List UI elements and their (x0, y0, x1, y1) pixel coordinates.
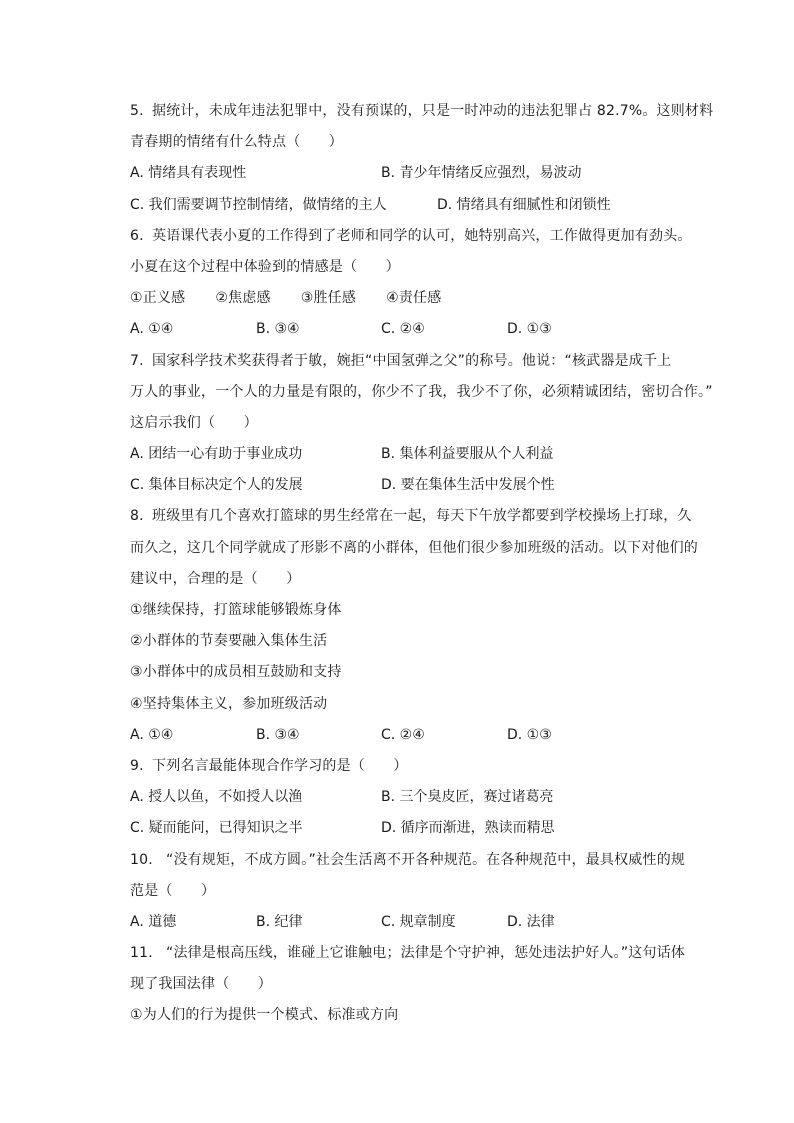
option-a[interactable]: A. 授人以鱼，不如授人以渔 (130, 789, 303, 806)
question-number: 9. (130, 757, 144, 774)
question-number: 10. (130, 851, 153, 868)
option-c[interactable]: C. 规章制度 (381, 913, 456, 930)
option-row (130, 314, 730, 345)
question-7 (130, 346, 730, 502)
option-a[interactable]: A. 情绪具有表现性 (130, 165, 247, 182)
statement-item: ②小群体的节奏要融入集体生活 (130, 633, 328, 650)
question-11 (130, 938, 730, 1032)
option-row (130, 439, 730, 470)
option-row (130, 782, 730, 813)
option-d[interactable]: D. 要在集体生活中发展个性 (381, 477, 555, 494)
option-a[interactable]: A. ①④ (130, 321, 174, 338)
option-b[interactable]: B. ③④ (256, 321, 300, 338)
statement-item: ④坚持集体主义，参加班级活动 (130, 695, 328, 712)
exam-page (130, 96, 730, 1032)
option-b[interactable]: B. ③④ (256, 726, 300, 743)
question-9 (130, 751, 730, 845)
statement-item: ③小群体中的成员相互鼓励和支持 (130, 664, 342, 681)
question-text: 据统计，未成年违法犯罪中，没有预谋的，只是一时冲动的违法犯罪占 82.7%。这则材料 (152, 103, 714, 119)
question-number: 6. (130, 227, 144, 244)
statement-item: ①继续保持，打篮球能够锻炼身体 (130, 602, 342, 618)
option-c[interactable]: C. 疑而能问，已得知识之半 (130, 820, 303, 837)
option-row (130, 158, 730, 189)
question-6 (130, 221, 730, 346)
question-text: 下列名言最能体现合作学习的是（ ） (152, 757, 408, 774)
option-b[interactable]: B. 三个臭皮匠，赛过诸葛亮 (381, 789, 554, 806)
question-text: 英语课代表小夏的工作得到了老师和同学的认可，她特别高兴，工作做得更加有劲头。 (152, 227, 692, 244)
option-d[interactable]: D. ①③ (507, 726, 552, 743)
question-text: 万人的事业，一个人的力量是有限的，你少不了我，我少不了你，必须精诚团结，密切合作。” (130, 383, 713, 400)
option-b[interactable]: B. 集体利益要服从个人利益 (381, 446, 554, 463)
option-row (130, 720, 730, 751)
option-d[interactable]: D. ①③ (507, 321, 552, 338)
statement-item: ③胜任感 (300, 290, 357, 307)
option-a[interactable]: A. ①④ (130, 726, 174, 743)
option-row (130, 470, 730, 501)
question-text: 青春期的情绪有什么特点（ ） (130, 134, 343, 151)
option-c[interactable]: C. 集体目标决定个人的发展 (130, 477, 303, 494)
option-b[interactable]: B. 青少年情绪反应强烈，易波动 (381, 165, 582, 182)
question-number: 7. (130, 352, 144, 369)
question-text: 国家科学技术奖获得者于敏，婉拒“中国氢弹之父”的称号。他说：“核武器是成千上 (152, 352, 672, 369)
question-text: 小夏在这个过程中体验到的情感是（ ） (130, 258, 400, 275)
question-text: 范是（ ） (130, 882, 216, 899)
question-text: 而久之，这几个同学就成了形影不离的小群体，但他们很少参加班级的活动。以下对他们的 (130, 539, 698, 556)
statement-row (130, 283, 730, 314)
question-text: 现了我国法律（ ） (130, 976, 272, 993)
option-c[interactable]: C. ②④ (381, 321, 425, 338)
statement-item: ④责任感 (386, 290, 442, 307)
option-a[interactable]: A. 道德 (130, 913, 177, 930)
statement-item: ①为人们的行为提供一个模式、标准或方向 (130, 1007, 399, 1024)
question-number: 5. (130, 103, 144, 119)
question-text: 班级里有几个喜欢打篮球的男生经常在一起，每天下午放学都要到学校操场上打球，久 (152, 508, 692, 525)
question-text: 这启示我们（ ） (130, 414, 258, 431)
question-number: 11. (130, 945, 153, 962)
question-text: “法律是根高压线，谁碰上它谁触电；法律是个守护神，惩处违法护好人。”这句话体 (166, 945, 686, 962)
question-5 (130, 96, 730, 221)
question-text: 建议中，合理的是（ ） (130, 570, 301, 587)
option-d[interactable]: D. 法律 (507, 913, 555, 930)
statement-item: ②焦虑感 (215, 290, 271, 307)
question-text: “没有规矩，不成方圆。”社会生活离不开各种规范。在各种规范中，最具权威性的规 (166, 851, 686, 868)
option-row (130, 190, 730, 221)
option-row (130, 813, 730, 844)
question-10 (130, 845, 730, 939)
option-c[interactable]: C. ②④ (381, 726, 425, 743)
option-b[interactable]: B. 纪律 (256, 913, 303, 930)
question-8 (130, 501, 730, 751)
option-d[interactable]: D. 循序而渐进，熟读而精思 (381, 820, 555, 837)
option-a[interactable]: A. 团结一心有助于事业成功 (130, 446, 303, 463)
option-row (130, 907, 730, 938)
question-number: 8. (130, 508, 144, 525)
statement-item: ①正义感 (130, 290, 186, 307)
option-d[interactable]: D. 情绪具有细腻性和闭锁性 (437, 196, 611, 213)
option-c[interactable]: C. 我们需要调节控制情绪，做情绪的主人 (130, 196, 387, 213)
